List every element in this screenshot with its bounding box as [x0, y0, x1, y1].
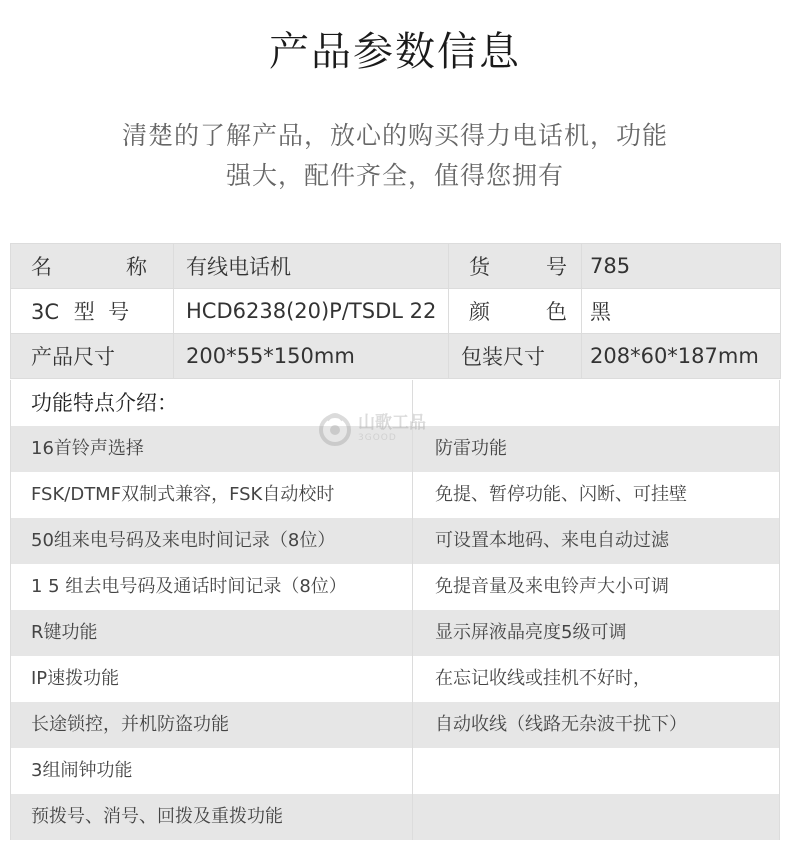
feature-right: 免提、暂停功能、闪断、可挂壁 — [435, 484, 687, 505]
label-char: 名 — [31, 255, 52, 279]
feature-right: 防雷功能 — [435, 438, 507, 459]
features-heading: 功能特点介绍： — [11, 380, 413, 426]
watermark-text: 山歌工品 — [358, 413, 426, 433]
feature-left: 长途锁控，并机防盗功能 — [11, 702, 413, 748]
spec-value-item-no: 785 — [582, 244, 781, 289]
feature-row — [10, 702, 780, 748]
spec-row-size — [11, 334, 781, 379]
feature-right — [413, 794, 779, 840]
watermark-text-en: 3GOOD — [358, 433, 397, 443]
feature-left: 16首铃声选择 — [11, 426, 413, 472]
label-char: 颜 — [469, 300, 490, 324]
spec-value-package-size: 208*60*187mm — [582, 334, 781, 379]
feature-row — [10, 472, 780, 518]
feature-right — [413, 748, 779, 794]
feature-left: IP速拨功能 — [11, 656, 413, 702]
feature-row — [10, 656, 780, 702]
feature-right: 可设置本地码、来电自动过滤 — [435, 530, 669, 551]
spec-table — [10, 243, 781, 379]
subtitle-line-1: 清楚的了解产品，放心的购买得力电话机，功能 — [121, 121, 668, 150]
spec-label-package-size: 包装尺寸 — [449, 334, 582, 379]
feature-row — [10, 794, 780, 840]
feature-right: 显示屏液晶亮度5级可调 — [435, 622, 627, 643]
feature-left: 预拨号、消号、回拨及重拨功能 — [11, 794, 413, 840]
spec-value-product-size: 200*55*150mm — [174, 334, 449, 379]
spec-label-color — [449, 289, 582, 334]
spec-value-color: 黑 — [582, 289, 781, 334]
feature-left: R键功能 — [11, 610, 413, 656]
spec-label-name — [11, 244, 174, 289]
label-part: 3C — [31, 300, 60, 324]
spec-label-product-size: 产品尺寸 — [11, 334, 174, 379]
feature-row — [10, 748, 780, 794]
feature-left: 50组来电号码及来电时间记录（8位） — [11, 518, 413, 564]
brand-logo-icon — [318, 408, 352, 448]
page-subtitle — [80, 116, 710, 196]
feature-left: 3组闹钟功能 — [11, 748, 413, 794]
spec-label-model — [11, 289, 174, 334]
feature-row — [10, 564, 780, 610]
spec-label-item-no — [449, 244, 582, 289]
feature-row — [10, 610, 780, 656]
feature-right: 免提音量及来电铃声大小可调 — [435, 576, 669, 597]
spec-value-name: 有线电话机 — [174, 244, 449, 289]
page-title: 产品参数信息 — [269, 29, 521, 75]
feature-row — [10, 518, 780, 564]
spec-row-model — [11, 289, 781, 334]
label-char: 货 — [469, 255, 490, 279]
feature-right: 自动收线（线路无杂波干扰下） — [435, 714, 687, 735]
spec-row-name — [11, 244, 781, 289]
label-char: 色 — [546, 300, 567, 324]
label-part: 型 号 — [73, 300, 130, 324]
feature-right: 在忘记收线或挂机不好时， — [435, 668, 651, 689]
subtitle-line-2: 强大，配件齐全，值得您拥有 — [225, 161, 564, 190]
feature-left: 1 5 组去电号码及通话时间记录（8位） — [11, 564, 413, 610]
brand-watermark — [318, 404, 478, 452]
spec-value-model: HCD6238(20)P/TSDL 22 — [174, 289, 449, 334]
label-char: 号 — [546, 255, 567, 279]
feature-left: FSK/DTMF双制式兼容，FSK自动校时 — [11, 472, 413, 518]
label-char: 称 — [126, 255, 147, 279]
